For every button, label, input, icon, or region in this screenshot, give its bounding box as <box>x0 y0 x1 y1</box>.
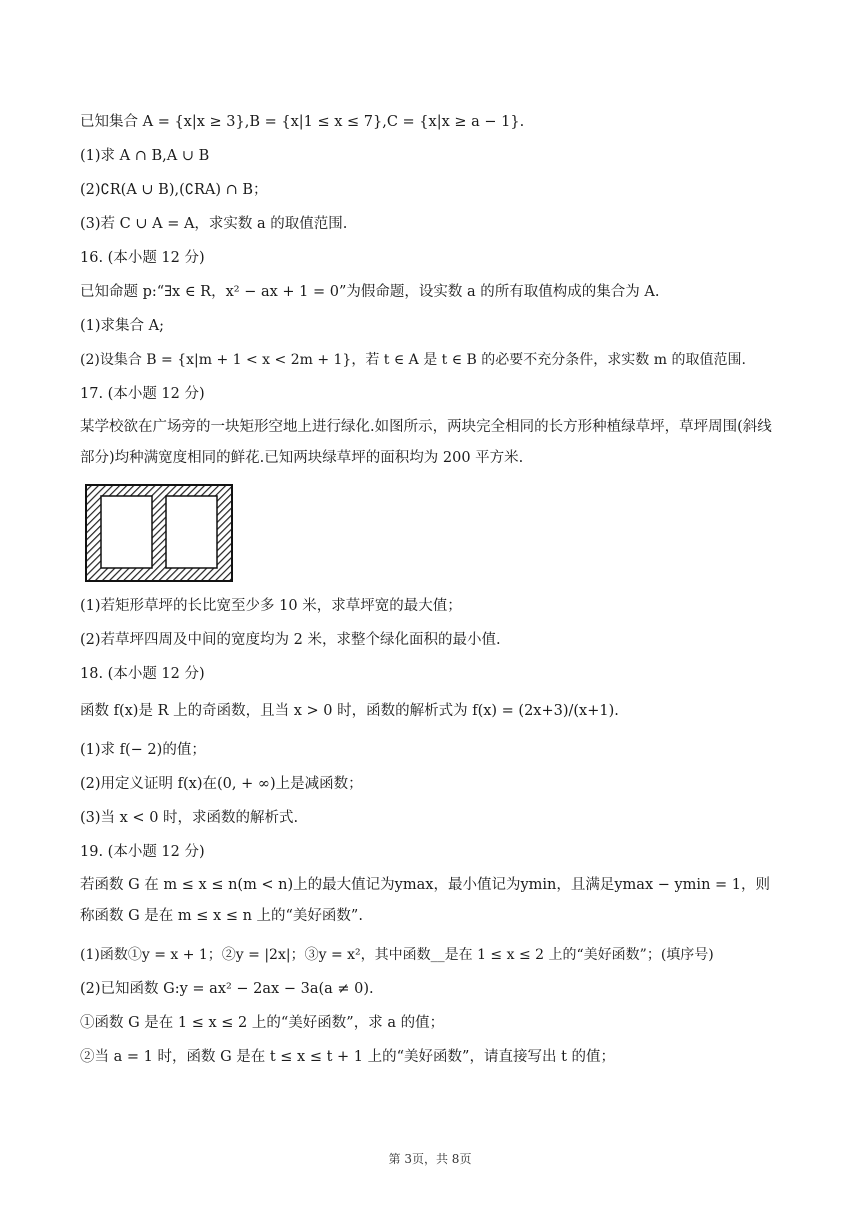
problem19-part2: (2)已知函数 G:y = ax² − 2ax − 3a(a ≠ 0). <box>80 981 374 997</box>
problem19-part2-sub1: ①函数 G 是在 1 ≤ x ≤ 2 上的“美好函数”，求 a 的值； <box>80 1015 445 1031</box>
problem17-header: 17. (本小题 12 分) <box>80 386 205 402</box>
problem18-stem: 函数 f(x)是 R 上的奇函数，且当 x > 0 时，函数的解析式为 f(x) = (2x+3)/(x+1). <box>80 703 619 719</box>
problem16-header: 16. (本小题 12 分) <box>80 250 205 266</box>
problem18-part2: (2)用定义证明 f(x)在(0, + ∞)上是减函数； <box>80 776 363 792</box>
problem15-stem: 已知集合 A = {x|x ≥ 3},B = {x|1 ≤ x ≤ 7},C = {x|x ≥ a − 1}. <box>80 114 525 130</box>
problem18-part3: (3)当 x < 0 时，求函数的解析式. <box>80 810 299 826</box>
problem15-part2: (2)∁R(A ∪ B),(∁RA) ∩ B； <box>80 182 268 198</box>
problem16-part2: (2)设集合 B = {x|m + 1 < x < 2m + 1}，若 t ∈ A 是 t ∈ B 的必要不充分条件，求实数 m 的取值范围. <box>80 352 746 368</box>
problem16-part1: (1)求集合 A; <box>80 318 165 334</box>
lawn-right <box>166 496 217 568</box>
problem19-part2-sub2: ②当 a = 1 时，函数 G 是在 t ≤ x ≤ t + 1 上的“美好函数”，请直接写出 t 的值； <box>80 1049 616 1065</box>
problem15-part3: (3)若 C ∪ A = A，求实数 a 的取值范围. <box>80 216 348 232</box>
problem16-stem: 已知命题 p:“∃x ∈ R，x² − ax + 1 = 0”为假命题，设实数 a 的所有取值构成的集合为 A. <box>80 284 660 300</box>
problem17-stem: 某学校欲在广场旁的一块矩形空地上进行绿化.如图所示，两块完全相同的长方形种植绿草坪，草坪周围(斜线部分)均种满宽度相同的鲜花.已知两块绿草坪的面积均为 200 平方米. <box>80 419 772 466</box>
problem15-part1: (1)求 A ∩ B,A ∪ B <box>80 148 210 164</box>
problem17-part2: (2)若草坪四周及中间的宽度均为 2 米，求整个绿化面积的最小值. <box>80 632 501 648</box>
problem19-header: 19. (本小题 12 分) <box>80 844 205 860</box>
lawn-left <box>101 496 152 568</box>
lawn-diagram <box>85 484 233 582</box>
page-footer: 第 3页，共 8页 <box>388 1152 472 1166</box>
problem17-part1: (1)若矩形草坪的长比宽至少多 10 米，求草坪宽的最大值； <box>80 598 462 614</box>
problem19-part1: (1)函数①y = x + 1；②y = |2x|；③y = x²，其中函数__是在 1 ≤ x ≤ 2 上的“美好函数”；(填序号) <box>80 947 714 963</box>
problem19-stem: 若函数 G 在 m ≤ x ≤ n(m < n)上的最大值记为ymax，最小值记为ymin，且满足ymax − ymin = 1，则称函数 G 是在 m ≤ x ≤ n 上的“美好函数”. <box>80 877 771 924</box>
problem18-header: 18. (本小题 12 分) <box>80 666 205 682</box>
problem18-part1: (1)求 f(− 2)的值； <box>80 742 206 758</box>
